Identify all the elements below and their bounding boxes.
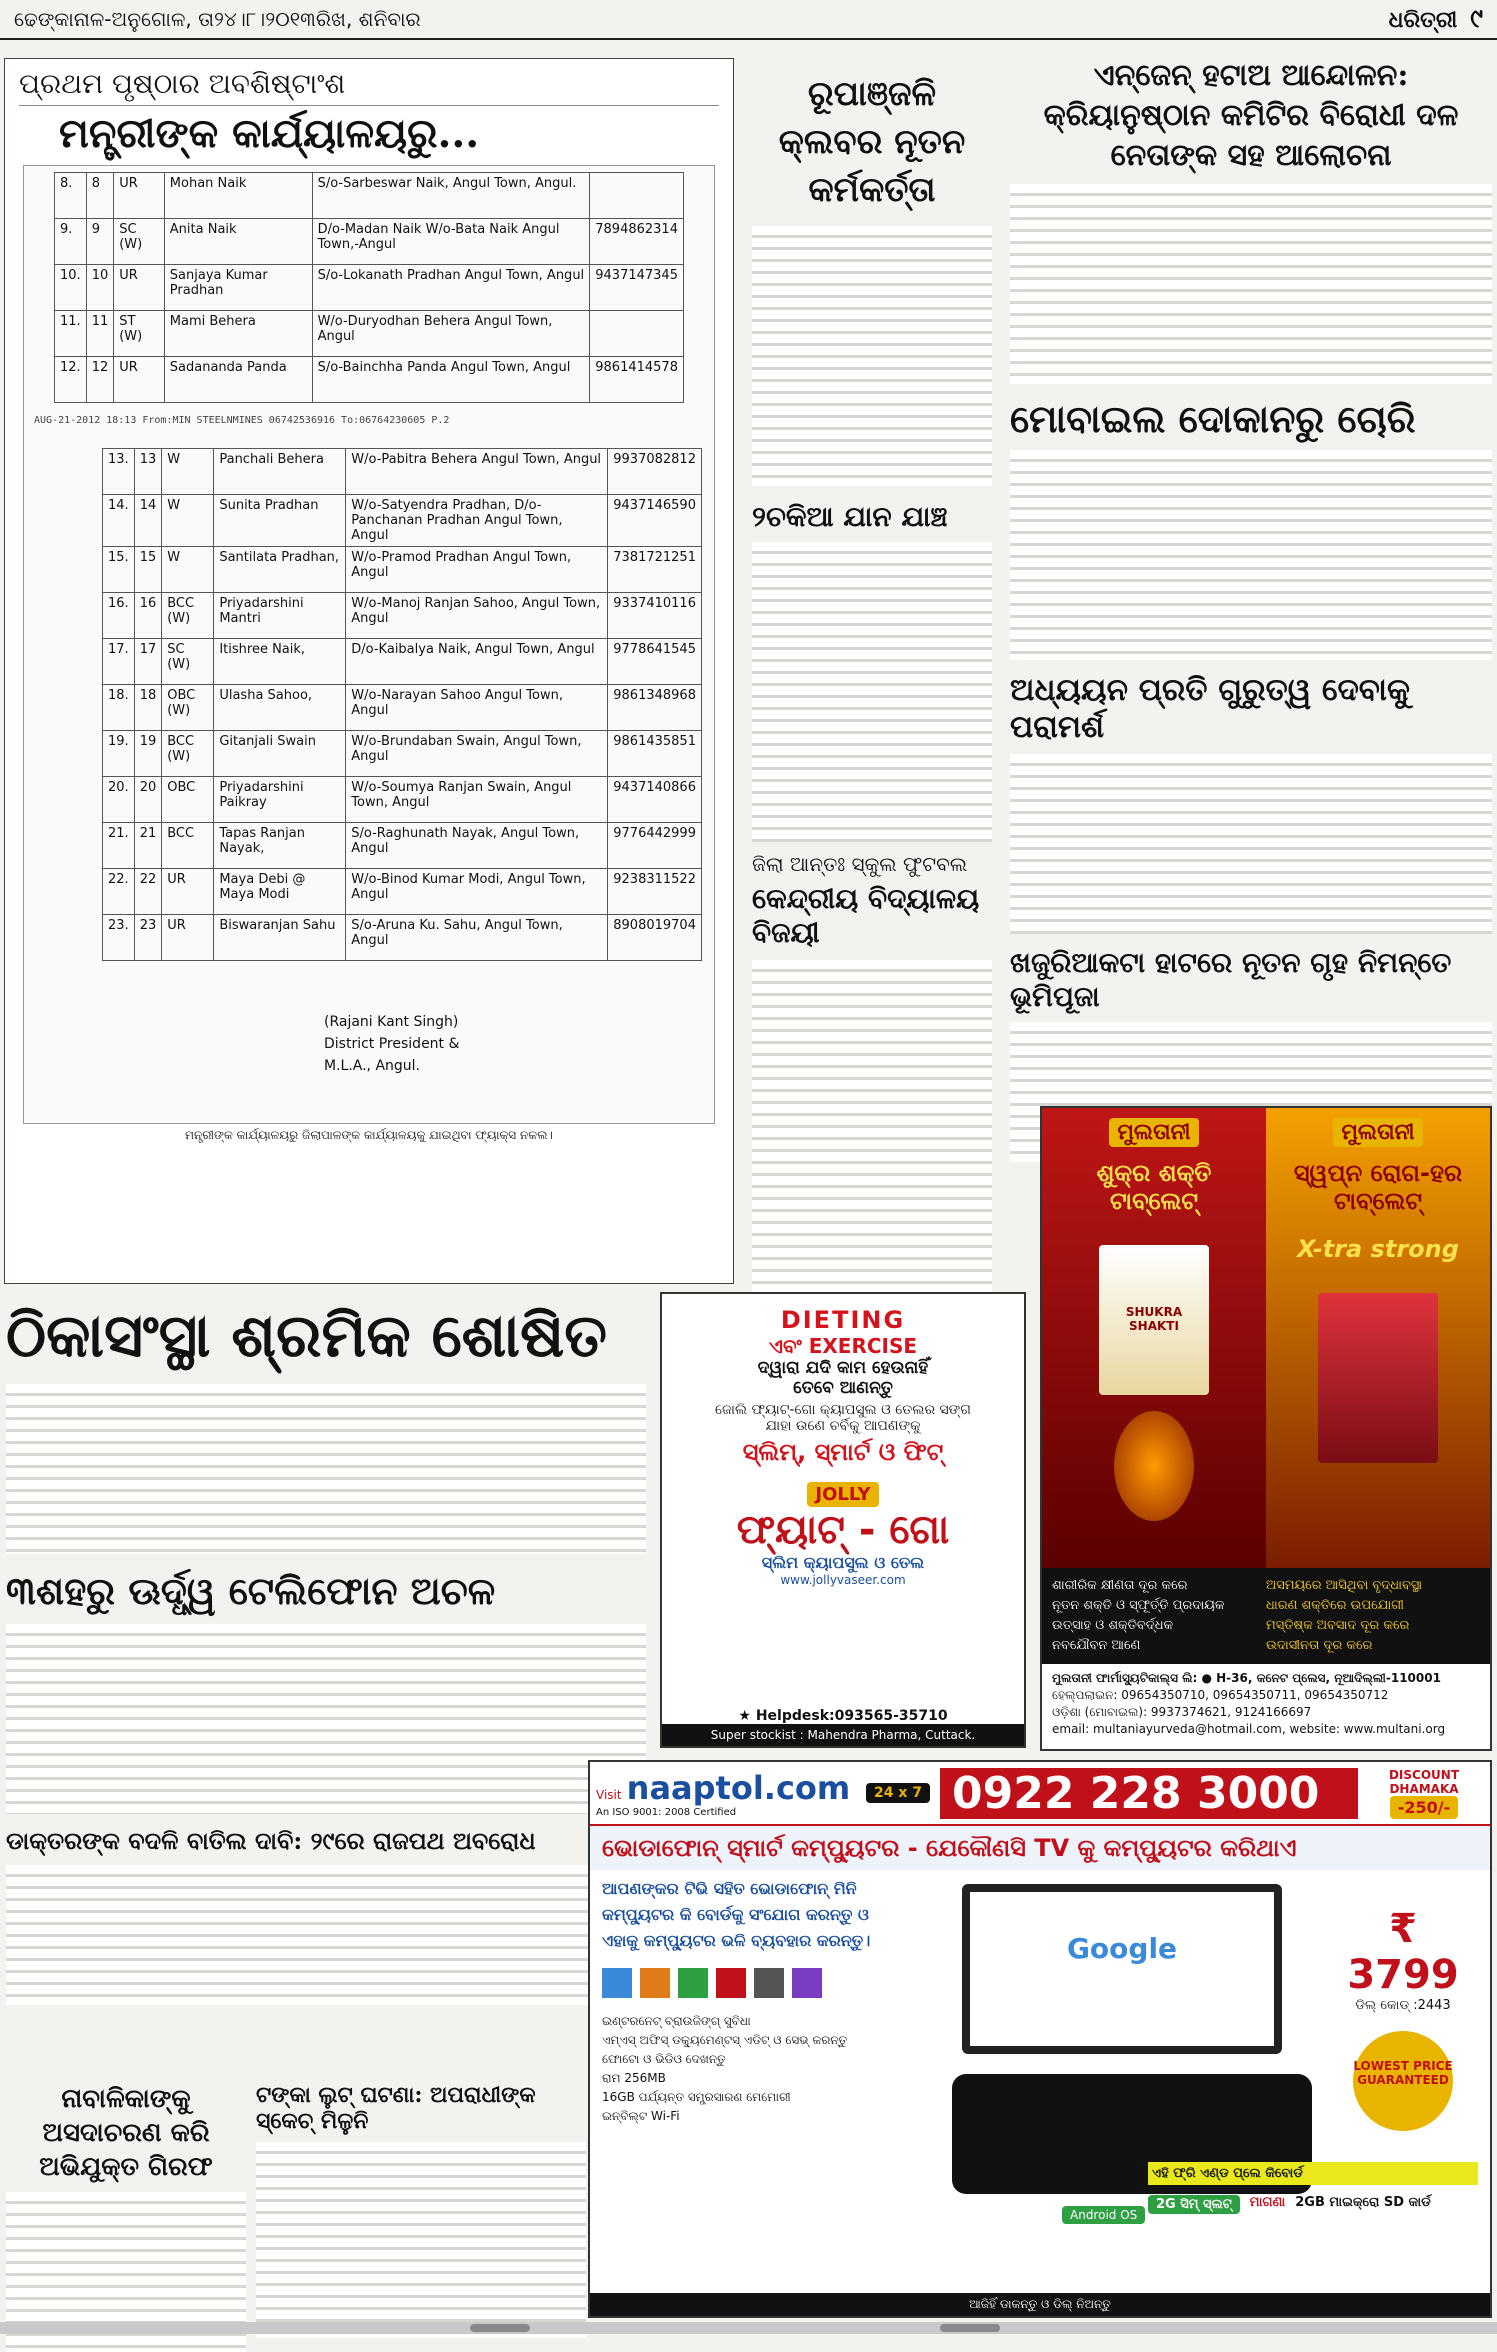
naaptol-free-keyboard: ଏହି ଫ୍ରି ଏଣ୍ଡ ପ୍ଲେ କିବୋର୍ଡ xyxy=(1148,2162,1478,2185)
table-cell: UR xyxy=(114,357,165,403)
article-contract xyxy=(6,1384,646,1554)
table-cell: Mami Behera xyxy=(164,311,312,357)
table-cell: Maya Debi @ Maya Modi xyxy=(214,869,346,915)
headline-loot: ଟଙ୍କା ଲୁଟ୍ ଘଟଣା: ଅପରାଧୀଙ୍କ ସ୍କେଚ୍ ମିଳୁନି xyxy=(256,2082,536,2134)
table-cell: 8 xyxy=(86,173,114,219)
spec-2: ଏମ୍‌ଏସ୍ ଅଫିସ୍ ଡକ୍ୟୁମେଣ୍ଟସ୍ ଏଡିଟ୍ ଓ ସେଭ୍ କରନ୍ତୁ xyxy=(602,2033,848,2047)
dateline: ଢେଙ୍କାନାଳ-ଅନୁଗୋଳ, ତା୨୪।୮।୨୦୧୩ରିଖ, ଶନିବାର xyxy=(14,7,421,31)
loot-section xyxy=(256,2082,586,2338)
table-cell: S/o-Lokanath Pradhan Angul Town, Angul xyxy=(312,265,590,311)
table-cell: Itishree Naik, xyxy=(214,639,346,685)
table-cell: 13 xyxy=(134,449,162,495)
table-cell: 11 xyxy=(86,311,114,357)
benefit-right-1: ଅସମୟରେ ଆସିଥିବା ବୃଦ୍ଧାବସ୍ଥା xyxy=(1266,1578,1423,1593)
table-cell: 16 xyxy=(134,593,162,639)
table-cell: 19 xyxy=(134,731,162,777)
table-cell: 9. xyxy=(55,219,87,265)
table-cell: W xyxy=(162,547,214,593)
table-cell: W/o-Satyendra Pradhan, D/o-Panchanan Pradhan Angul Town, Angul xyxy=(346,495,608,547)
article-mobile xyxy=(1010,450,1492,660)
table-cell: 19. xyxy=(103,731,135,777)
multani-email: email: multaniayurveda@hotmail.com, website: www.multani.org xyxy=(1052,1722,1446,1736)
article-rupanjali xyxy=(752,226,992,486)
article-engineer xyxy=(1010,184,1492,384)
table-cell: 9 xyxy=(86,219,114,265)
table-cell: 14 xyxy=(134,495,162,547)
spec-1: ଇଣ୍ଟରନେଟ୍ ବ୍ରାଉଜିଙ୍ଗ୍ ସୁବିଧା xyxy=(602,2014,751,2028)
table-cell: 11. xyxy=(55,311,87,357)
multani-phone2: ଓଡ଼ିଶା (ମୋବାଇଲ): 9937374621, 9124166697 xyxy=(1052,1705,1312,1719)
article-doctor xyxy=(6,1865,646,2005)
table-row xyxy=(103,547,702,593)
multani-benefits-right xyxy=(1266,1576,1480,1656)
sig-role: District President & xyxy=(324,1036,460,1052)
minor-section xyxy=(6,2082,246,2352)
diet-sub: ସ୍ଲିମ କ୍ୟାପସୁଲ ଓ ତେଲ xyxy=(761,1553,925,1572)
naaptol-deal-code: ଡିଲ୍ କୋଡ୍ :2443 xyxy=(1355,1998,1451,2013)
table-cell: D/o-Kaibalya Naik, Angul Town, Angul xyxy=(346,639,608,685)
letter-caption: ମନ୍ତ୍ରୀଙ୍କ କାର୍ଯ୍ୟାଳୟରୁ ଜିଲାପାଳଙ୍କ କାର୍ଯ୍ୟାଳୟକୁ ଯାଇଥିବା ଫ୍ୟାକ୍ସ ନକଲ। xyxy=(185,1128,553,1142)
table-cell: Priyadarshini Mantri xyxy=(214,593,346,639)
table-cell: 9937082812 xyxy=(608,449,702,495)
multani-phone1: ହେଲ୍ପଲାଇନ: 09654350710, 09654350711, 09654350712 xyxy=(1052,1688,1389,1702)
spec-3: ଫୋଟୋ ଓ ଭିଡିଓ ଦେଖନ୍ତୁ xyxy=(602,2052,726,2066)
xtra-strong-badge: X-tra strong xyxy=(1297,1235,1459,1263)
table-cell: 9238311522 xyxy=(608,869,702,915)
table-cell: 23 xyxy=(134,915,162,961)
table-cell: Sadananda Panda xyxy=(164,357,312,403)
diet-brand: DIETING xyxy=(780,1306,906,1334)
table-cell: W/o-Pramod Pradhan Angul Town, Angul xyxy=(346,547,608,593)
candidate-table-1 xyxy=(54,172,684,403)
article-twowheel xyxy=(752,542,992,842)
table-cell: BCC (W) xyxy=(162,731,214,777)
letter-kicker: ପ୍ରଥମ ପୃଷ୍ଠାର ଅବଶିଷ୍ଟାଂଶ xyxy=(19,67,719,106)
table-cell: S/o-Sarbeswar Naik, Angul Town, Angul. xyxy=(312,173,590,219)
candidate-table-2 xyxy=(102,448,702,961)
table-cell: Biswaranjan Sahu xyxy=(214,915,346,961)
headline-phone: ୩ଶହରୁ ଊର୍ଦ୍ଧ୍ୱ ଟେଲିଫୋନ ଅଚଳ xyxy=(6,1568,496,1613)
fax-header: AUG-21-2012 18:13 From:MIN STEELNMINES 06742536916 To:06764230605 P.2 xyxy=(34,415,450,426)
table-cell xyxy=(590,173,684,219)
table-row xyxy=(55,311,684,357)
headline-twowheel: ୨ଚକିଆ ଯାନ ଯାଞ୍ଚ xyxy=(752,500,948,533)
page-header xyxy=(0,0,1497,40)
multani-logo-left: ମୁଲତାନୀ xyxy=(1109,1118,1198,1147)
games-app-icon xyxy=(754,1968,784,1998)
multani-right-title: ସ୍ୱପ୍ନ ରୋଗ-ହର ଟାବ୍‌ଲେଟ୍ xyxy=(1293,1159,1463,1215)
letter-box xyxy=(4,58,734,1284)
google-search: Google xyxy=(970,1892,1274,2046)
table-cell: 14. xyxy=(103,495,135,547)
table-row xyxy=(103,731,702,777)
naaptol-brand: naaptol.com xyxy=(626,1768,851,1807)
headline-doctor: ଡାକ୍ତରଙ୍କ ବଦଳି ବାତିଲ ଦାବି: ୨୯ରେ ରାଜପଥ ଅବରୋଧ xyxy=(6,1826,536,1855)
table-cell: Anita Naik xyxy=(164,219,312,265)
multani-address: ମୁଲତାନୀ ଫାର୍ମାସ୍ୟୁଟିକାଲ୍ସ ଲି: ● H-36, କନେଟ ପ୍ଲେସ, ନୂଆଦିଲ୍ଲୀ-110001 xyxy=(1052,1671,1441,1685)
table-cell: W/o-Duryodhan Behera Angul Town, Angul xyxy=(312,311,590,357)
spec-4: ରାମ 256MB xyxy=(602,2071,666,2085)
table-cell: W xyxy=(162,449,214,495)
table-cell: 21. xyxy=(103,823,135,869)
spec-5: 16GB ପର୍ଯ୍ୟନ୍ତ ସମ୍ପ୍ରସାରଣ ମେମୋରୀ xyxy=(602,2090,791,2104)
scroll-thumb-1[interactable] xyxy=(470,2324,530,2332)
headline-football: କେନ୍ଦ୍ରୀୟ ବିଦ୍ୟାଳୟ ବିଜୟୀ xyxy=(752,882,980,949)
diet-line1: ଦ୍ୱାରା ଯଦି କାମ ହେଉନାହିଁ xyxy=(757,1358,929,1378)
naaptol-app-icons xyxy=(602,1968,942,1998)
table-cell: SC (W) xyxy=(162,639,214,685)
multani-benefits-left xyxy=(1052,1576,1266,1656)
table-cell: UR xyxy=(114,173,165,219)
article-study xyxy=(1010,754,1492,934)
table-cell: Priyadarshini Paikray xyxy=(214,777,346,823)
table-row xyxy=(103,685,702,731)
table-row xyxy=(103,777,702,823)
table-cell: S/o-Aruna Ku. Sahu, Angul Town, Angul xyxy=(346,915,608,961)
table-row xyxy=(103,495,702,547)
table-row xyxy=(103,823,702,869)
table-cell: 9437146590 xyxy=(608,495,702,547)
naaptol-specs xyxy=(602,2012,942,2126)
horizontal-scrollbar[interactable] xyxy=(0,2322,1497,2334)
sig-name: (Rajani Kant Singh) xyxy=(324,1014,459,1030)
table-cell: 10. xyxy=(55,265,87,311)
diet-slogan: ସ୍ଲିମ୍, ସ୍ମାର୍ଟ ଓ ଫିଟ୍ xyxy=(742,1438,944,1466)
table-cell: 17. xyxy=(103,639,135,685)
internet-app-icon xyxy=(602,1968,632,1998)
tv-screen xyxy=(962,1884,1282,2054)
table-cell: 9337410116 xyxy=(608,593,702,639)
diet-website: www.jollyvaseer.com xyxy=(780,1573,906,1587)
table-cell: BCC (W) xyxy=(162,593,214,639)
naaptol-sd: 2GB ମାଇକ୍ରୋ SD କାର୍ଡ xyxy=(1295,2195,1431,2210)
table-cell: 15 xyxy=(134,547,162,593)
table-cell: S/o-Bainchha Panda Angul Town, Angul xyxy=(312,357,590,403)
table-cell: 20. xyxy=(103,777,135,823)
table-cell: Ulasha Sahoo, xyxy=(214,685,346,731)
table-cell: S/o-Raghunath Nayak, Angul Town, Angul xyxy=(346,823,608,869)
masthead-brand: ଧରିତ୍ରୀ xyxy=(1388,6,1458,33)
diet-helpdesk: ★ Helpdesk:093565-35710 xyxy=(662,1708,1024,1724)
table-cell: 8. xyxy=(55,173,87,219)
table-cell: OBC (W) xyxy=(162,685,214,731)
table-cell: UR xyxy=(162,869,214,915)
naaptol-footer: ଆଜିହିଁ ଡାକନ୍ତୁ ଓ ଡିଲ୍ ନିଅନ୍ତୁ xyxy=(590,2293,1490,2316)
table-cell: 9861435851 xyxy=(608,731,702,777)
benefit-left-4: ନବଯୌବନ ଆଣେ xyxy=(1052,1638,1141,1653)
naaptol-free-sd: ମାଗଣା xyxy=(1249,2195,1286,2210)
table-cell: 23. xyxy=(103,915,135,961)
table-row xyxy=(103,639,702,685)
ad-naaptol xyxy=(588,1760,1492,2318)
table-cell: 13. xyxy=(103,449,135,495)
spec-6: ଇନ୍‌ବିଲ୍ଟ Wi-Fi xyxy=(602,2109,680,2123)
table-cell: Sanjaya Kumar Pradhan xyxy=(164,265,312,311)
diet-stockist: Super stockist : Mahendra Pharma, Cuttack. xyxy=(662,1724,1024,1746)
table-cell: 9437140866 xyxy=(608,777,702,823)
table-cell: D/o-Madan Naik W/o-Bata Naik Angul Town,-Angul xyxy=(312,219,590,265)
article-phone xyxy=(6,1624,646,1814)
table-row xyxy=(55,219,684,265)
table-cell: 18. xyxy=(103,685,135,731)
table-cell: 17 xyxy=(134,639,162,685)
naaptol-sub2: କମ୍ପ୍ୟୁଟର କି ବୋର୍ଡକୁ ସଂଯୋଗ କରନ୍ତୁ ଓ xyxy=(602,1905,869,1924)
table-cell: Mohan Naik xyxy=(164,173,312,219)
table-cell: Tapas Ranjan Nayak, xyxy=(214,823,346,869)
sig-office: M.L.A., Angul. xyxy=(324,1058,421,1074)
jolly-badge: JOLLY xyxy=(807,1482,878,1507)
table-cell: Santilata Pradhan, xyxy=(214,547,346,593)
multani-left-title: ଶୁକ୍ର ଶକ୍ତି ଟାବ୍‌ଲେଟ୍ xyxy=(1096,1159,1212,1215)
table-row xyxy=(103,915,702,961)
headline-engineer: ଏନ୍‌ଜେନ୍ ହଟାଅ ଆନ୍ଦୋଳନ: କ୍ରିୟାନୁଷ୍ଠାନ କମିଟିର ବିରୋଧୀ ଦଳ ନେତାଙ୍କ ସହ ଆଲୋଚନା xyxy=(1043,58,1459,173)
headline-minor: ନାବାଳିକାଙ୍କୁ ଅସଦାଚରଣ କରି ଅଭିଯୁକ୍ତ ଗିରଫ xyxy=(39,2084,213,2182)
radio-app-icon xyxy=(716,1968,746,1998)
table-row xyxy=(55,265,684,311)
naaptol-discount-pct: -250/- xyxy=(1390,1796,1459,1819)
diet-line2: ତେବେ ଆଣନ୍ତୁ xyxy=(793,1378,893,1398)
table-cell: 21 xyxy=(134,823,162,869)
table-cell: 22 xyxy=(134,869,162,915)
table-cell: 20 xyxy=(134,777,162,823)
naaptol-sub3: ଏହାକୁ କମ୍ପ୍ୟୁଟର ଭଳି ବ୍ୟବହାର କରନ୍ତୁ। xyxy=(602,1931,871,1950)
naaptol-price: ₹ 3799 xyxy=(1347,1906,1459,1998)
letter-title: ମନ୍ତ୍ରୀଙ୍କ କାର୍ଯ୍ୟାଳୟରୁ... xyxy=(59,110,480,157)
headline-contract: ଠିକାସଂସ୍ଥା ଶ୍ରମିକ ଶୋଷିତ xyxy=(6,1301,608,1371)
benefit-left-1: ଶାରୀରିକ କ୍ଷୀଣତା ଦୂର କରେ xyxy=(1052,1578,1188,1593)
ad-fatgo xyxy=(660,1292,1026,1748)
benefit-right-2: ଧାରଣ ଶକ୍ତିରେ ଉପଯୋଗୀ xyxy=(1266,1598,1404,1613)
table-cell xyxy=(590,311,684,357)
right-column xyxy=(1010,56,1492,1162)
table-cell: UR xyxy=(114,265,165,311)
lowest-price-badge: LOWEST PRICE GUARANTEED xyxy=(1353,2031,1453,2131)
naaptol-discount: DISCOUNT DHAMAKA xyxy=(1388,1767,1460,1796)
table-cell: 22. xyxy=(103,869,135,915)
naaptol-sub1: ଆପଣଙ୍କର ଟିଭି ସହିତ ଭୋଡାଫୋନ୍ ମିନି xyxy=(602,1879,857,1898)
signature-block xyxy=(324,1011,684,1077)
naaptol-hours: 24 x 7 xyxy=(866,1783,930,1803)
table-cell: 12 xyxy=(86,357,114,403)
headline-study: ଅଧ୍ୟୟନ ପ୍ରତି ଗୁରୁତ୍ୱ ଦେବାକୁ ପରାମର୍ଶ xyxy=(1010,672,1410,745)
diet-line3: ଜୋଲି ଫ୍ୟାଟ୍-ଗୋ କ୍ୟାପସୁଲ ଓ ତେଲର ସଙ୍ଗ xyxy=(715,1402,971,1418)
contract-section xyxy=(6,1300,646,2005)
table-cell: 7381721251 xyxy=(608,547,702,593)
fax-sheet xyxy=(23,165,715,1124)
table-row xyxy=(103,593,702,639)
table-cell: 9437147345 xyxy=(590,265,684,311)
couple-image-icon xyxy=(1318,1293,1438,1463)
headline-mobile: ମୋବାଇଲ ଦୋକାନରୁ ଚୋରି xyxy=(1010,396,1416,441)
table-cell: ST (W) xyxy=(114,311,165,357)
benefit-left-2: ନୂତନ ଶକ୍ତି ଓ ସ୍ଫୂର୍ତ୍ତି ପ୍ରଦାୟକ xyxy=(1052,1598,1225,1613)
benefit-right-4: ଉଦାସୀନତା ଦୂର କରେ xyxy=(1266,1638,1373,1653)
naaptol-headline: ଭୋଡାଫୋନ୍ ସ୍ମାର୍ଟ କମ୍ପ୍ୟୁଟର - ଯେକୌଣସି TV କୁ କମ୍ପ୍ୟୁଟର କରିଥାଏ xyxy=(590,1826,1490,1870)
table-cell: W xyxy=(162,495,214,547)
video-app-icon xyxy=(678,1968,708,1998)
android-badge: Android OS xyxy=(1062,2206,1145,2224)
middle-column xyxy=(752,70,992,1260)
office-app-icon xyxy=(792,1968,822,1998)
table-cell: 8908019704 xyxy=(608,915,702,961)
table-cell: UR xyxy=(162,915,214,961)
benefit-left-3: ଉତ୍ସାହ ଓ ଶକ୍ତିବର୍ଦ୍ଧକ xyxy=(1052,1618,1174,1633)
kicker-football: ଜିଲା ଆନ୍ତଃ ସ୍କୁଲ ଫୁଟବଲ xyxy=(752,852,968,876)
benefit-right-3: ମସ୍ତିଷ୍କ ଅବସାଦ ଦୂର କରେ xyxy=(1266,1618,1410,1633)
headline-rupanjali: ରୂପାଞ୍ଜଳି କ୍ଲବର ନୂତନ କର୍ମକର୍ତ୍ତା xyxy=(778,74,966,210)
naaptol-phone: 0922 228 3000 xyxy=(940,1768,1358,1819)
table-cell: W/o-Soumya Ranjan Swain, Angul Town, Angul xyxy=(346,777,608,823)
diet-exercise: ଏବଂ EXERCISE xyxy=(768,1334,918,1358)
table-row xyxy=(103,869,702,915)
table-cell: W/o-Binod Kumar Modi, Angul Town, Angul xyxy=(346,869,608,915)
naaptol-sim: 2G ସିମ୍ ସ୍ଲଟ୍ xyxy=(1148,2195,1240,2214)
multani-logo-right: ମୁଲତାନୀ xyxy=(1333,1118,1422,1147)
naaptol-iso: An ISO 9001: 2008 Certified xyxy=(596,1806,737,1818)
table-cell: Sunita Pradhan xyxy=(214,495,346,547)
table-cell: 7894862314 xyxy=(590,219,684,265)
shukra-box: SHUKRA SHAKTI xyxy=(1099,1245,1209,1395)
article-loot xyxy=(256,2142,586,2338)
table-cell: W/o-Pabitra Behera Angul Town, Angul xyxy=(346,449,608,495)
page-number: ୯ xyxy=(1470,3,1483,34)
flame-figure-icon xyxy=(1114,1411,1194,1521)
table-cell: 10 xyxy=(86,265,114,311)
table-cell: SC (W) xyxy=(114,219,165,265)
photo-app-icon xyxy=(640,1968,670,1998)
table-cell: 9861348968 xyxy=(608,685,702,731)
naaptol-visit: Visit xyxy=(596,1787,622,1802)
table-cell: Gitanjali Swain xyxy=(214,731,346,777)
table-cell: 9861414578 xyxy=(590,357,684,403)
table-cell: 9776442999 xyxy=(608,823,702,869)
article-football xyxy=(752,960,992,1310)
table-row xyxy=(55,357,684,403)
table-cell: 15. xyxy=(103,547,135,593)
table-cell: 9778641545 xyxy=(608,639,702,685)
table-row xyxy=(55,173,684,219)
table-cell: Panchali Behera xyxy=(214,449,346,495)
diet-product: ଫ୍ୟାଟ୍ - ଗୋ xyxy=(736,1507,950,1553)
table-cell: 18 xyxy=(134,685,162,731)
diet-line4: ଯାହା ଉଣେ ଚର୍ବିକୁ ଆପଣଙ୍କୁ xyxy=(765,1418,921,1434)
headline-khajuri: ଖଜୁରିଆକଟା ହାଟରେ ନୂତନ ଗୃହ ନିମନ୍ତେ ଭୂମିପୂଜା xyxy=(1010,946,1452,1013)
ad-multani xyxy=(1040,1106,1492,1751)
table-cell: OBC xyxy=(162,777,214,823)
table-row xyxy=(103,449,702,495)
table-cell: BCC xyxy=(162,823,214,869)
scroll-thumb-2[interactable] xyxy=(940,2324,1000,2332)
table-cell: W/o-Brundaban Swain, Angul Town, Angul xyxy=(346,731,608,777)
table-cell: W/o-Manoj Ranjan Sahoo, Angul Town, Angul xyxy=(346,593,608,639)
table-cell: 12. xyxy=(55,357,87,403)
table-cell: 16. xyxy=(103,593,135,639)
table-cell: W/o-Narayan Sahoo Angul Town, Angul xyxy=(346,685,608,731)
